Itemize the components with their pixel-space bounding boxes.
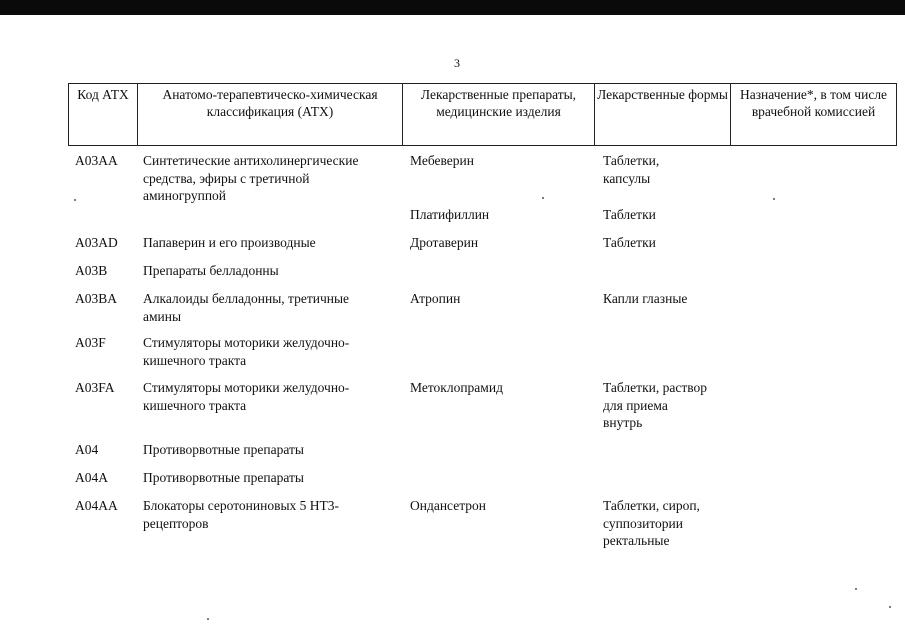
atx-classification: Алкалоиды белладонны, третичные амины	[143, 291, 350, 324]
atx-code: A03FA	[75, 380, 115, 395]
dosage-form: Таблетки	[603, 207, 656, 222]
atx-classification: Противорвотные препараты	[143, 442, 304, 457]
dosage-form: Таблетки, капсулы	[603, 153, 660, 186]
scan-speck	[207, 618, 209, 620]
header-purpose: Назначение*, в том числе врачебной комиссией	[739, 87, 888, 119]
dosage-form: Капли глазные	[603, 291, 688, 306]
page-number: 3	[454, 56, 460, 70]
atx-classification: Стимуляторы моторики желудочно- кишечного тракта	[143, 335, 350, 368]
scan-speck	[542, 197, 544, 199]
drug-name: Мебеверин	[410, 153, 474, 168]
atx-classification: Блокаторы серотониновых 5 HT3- рецепторов	[143, 498, 340, 531]
dosage-form: Таблетки	[603, 235, 656, 250]
atx-classification: Противорвотные препараты	[143, 470, 304, 485]
atx-code: A03AD	[75, 235, 118, 250]
header-forms: Лекарственные формы	[595, 84, 731, 145]
drug-name: Ондансетрон	[410, 498, 486, 513]
scan-speck	[889, 606, 891, 608]
atx-classification: Синтетические антихолинергические средства, эфиры с третичной аминогруппой	[143, 153, 359, 203]
scan-speck	[855, 588, 857, 590]
atx-code: A04AA	[75, 498, 118, 513]
header-drugs: Лекарственные препараты, медицинские изделия	[403, 84, 595, 145]
drug-name: Дротаверин	[410, 235, 479, 250]
scan-top-border	[0, 0, 905, 15]
atx-code: A04	[75, 442, 99, 457]
atx-code: A03BA	[75, 291, 118, 306]
atx-code: A04A	[75, 470, 108, 485]
atx-code: A03B	[75, 263, 108, 278]
atx-code: A03F	[75, 335, 106, 350]
atx-code: A03AA	[75, 153, 118, 168]
dosage-form: Таблетки, сироп, суппозитории ректальные	[603, 498, 700, 548]
header-code: Код АТХ	[69, 84, 138, 145]
atx-classification: Папаверин и его производные	[143, 235, 316, 250]
drug-name: Атропин	[410, 291, 461, 306]
atx-classification: Стимуляторы моторики желудочно- кишечного тракта	[143, 380, 350, 413]
scan-speck	[773, 198, 775, 200]
drug-name: Платифиллин	[410, 207, 490, 222]
dosage-form: Таблетки, раствор для приема внутрь	[603, 380, 708, 430]
atx-classification: Препараты белладонны	[143, 263, 279, 278]
drug-name: Метоклопрамид	[410, 380, 503, 395]
scan-speck	[74, 199, 76, 201]
table-header	[68, 83, 897, 146]
header-classification: Анатомо-терапевтическо-химическая классификация (АТХ)	[138, 84, 403, 145]
